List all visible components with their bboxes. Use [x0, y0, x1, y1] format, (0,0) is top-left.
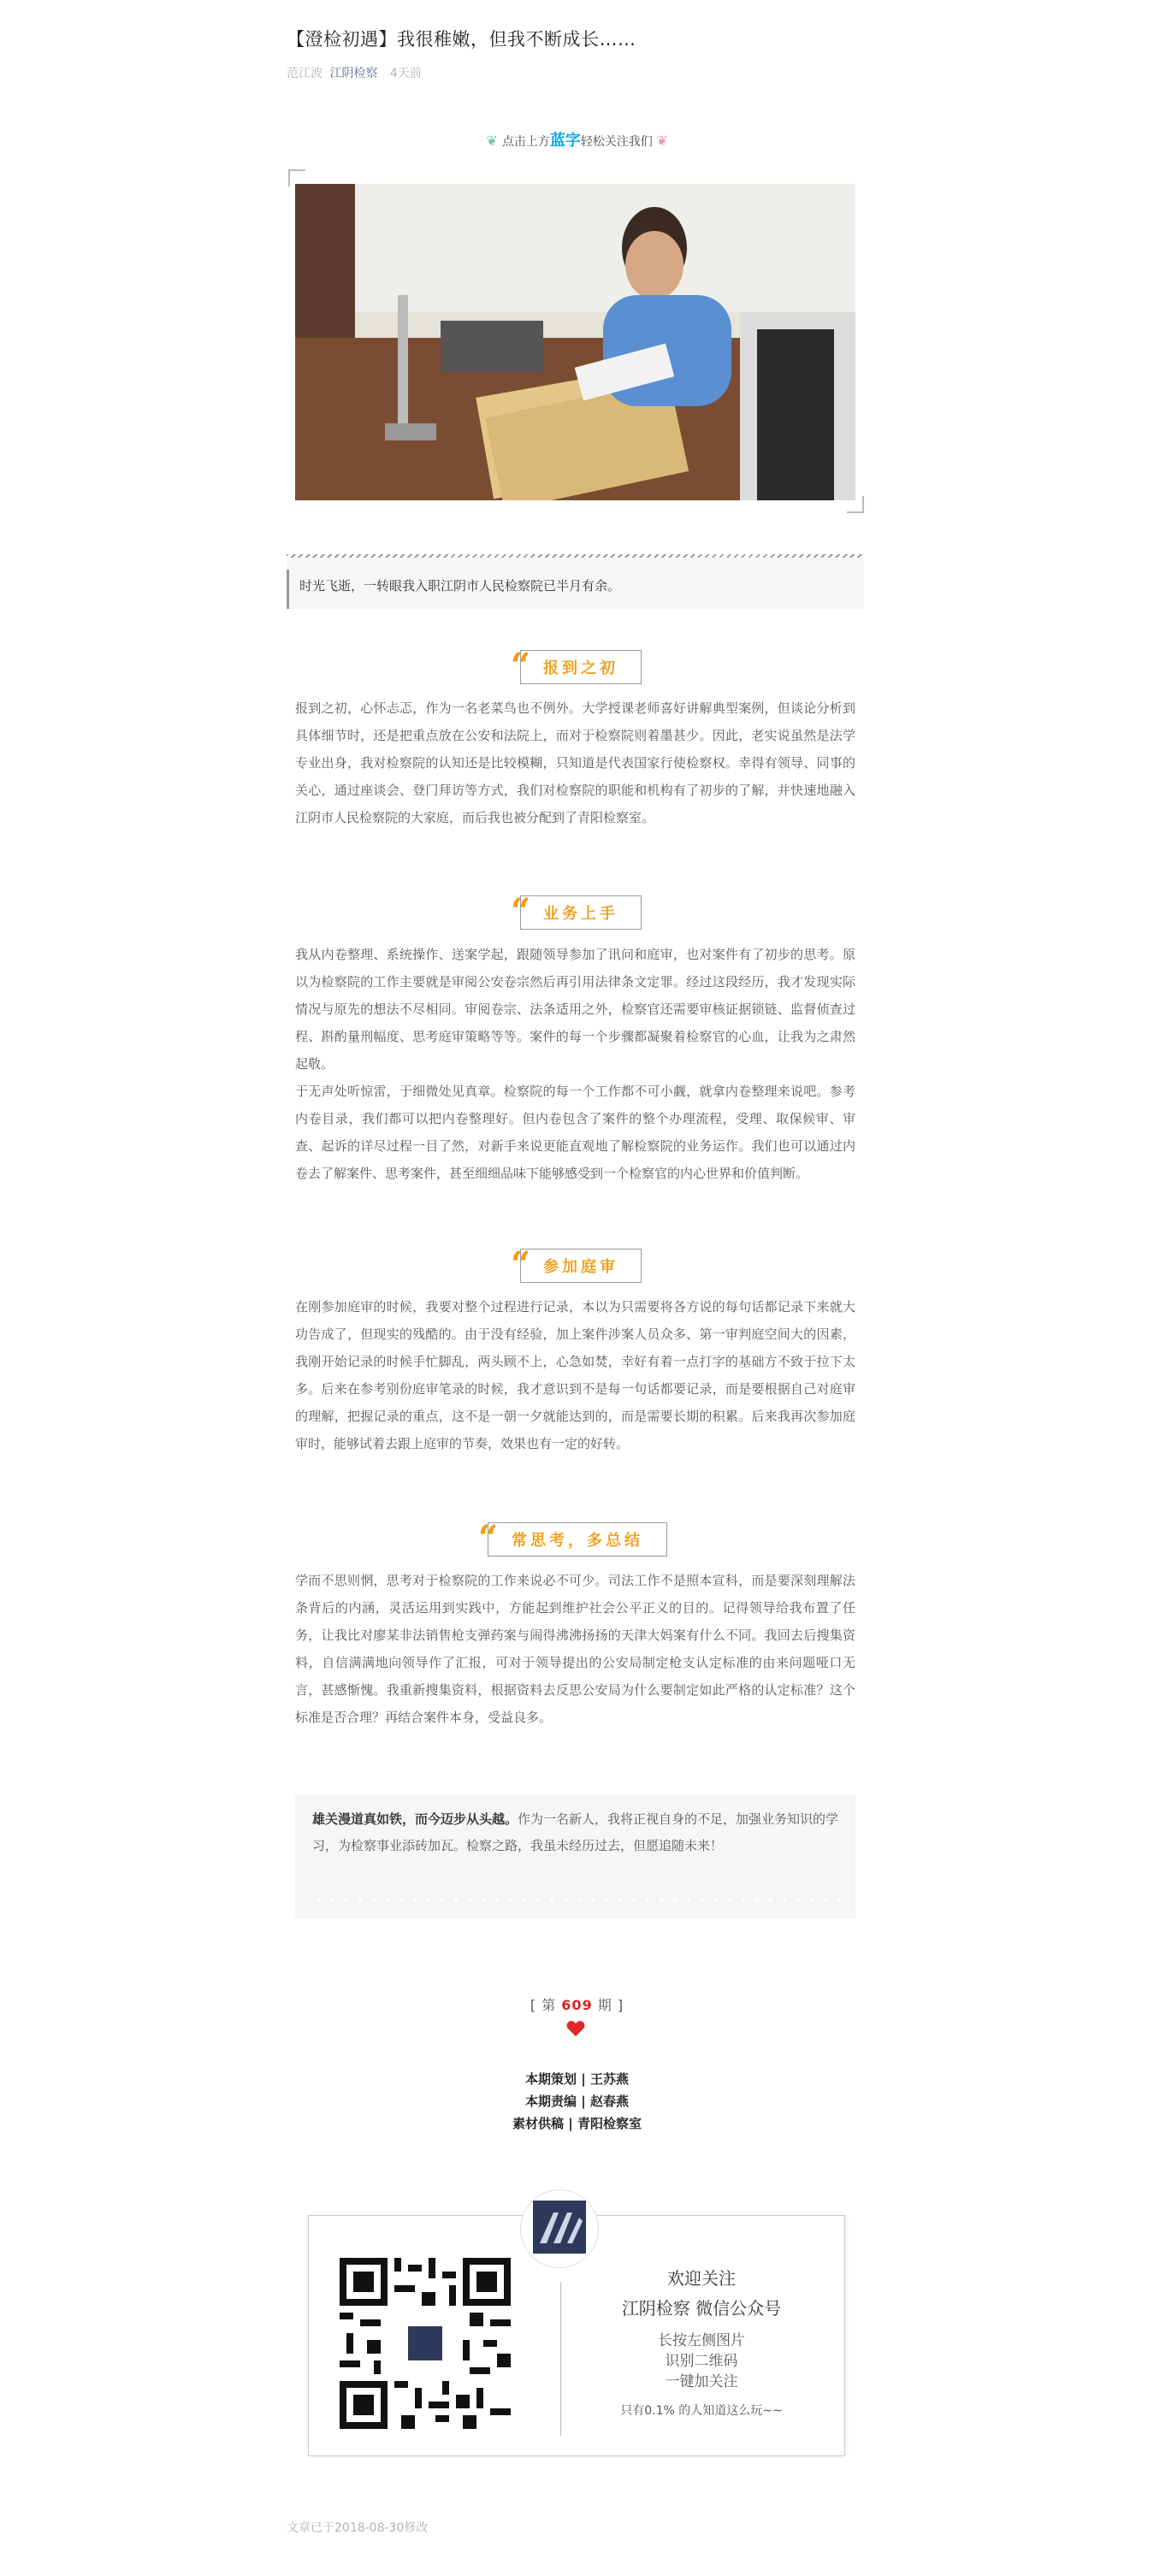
leaf-icon: ❦ [486, 133, 502, 149]
follow-tip-post: 轻松关注我们 [580, 135, 653, 149]
follow-tip [0, 128, 1154, 151]
account-link[interactable]: 江阴检察 [329, 67, 378, 80]
section-paragraph: 在刚参加庭审的时候，我要对整个过程进行记录，本以为只需要将各方说的每句话都记录下来就大功告成了，但现实的残酷的。由于没有经验，加上案件涉案人员众多、第一审判庭空间大的因素，我刚开始记录的时候手忙脚乱，两头顾不上，心急如焚，幸好有着一点打字的基础方不致于拉下太多。后来在参考别份庭审笔录的时候，我才意识到不是每一句话都要记录，而是要根据自己对庭审的理解，把握记录的重点，这不是一朝一夕就能达到的，而是需要长期的积累。后来我再次参加庭审时，能够试着去跟上庭审的节奏，效果也有一定的好转。 [295, 1299, 855, 1451]
heart-icon [566, 2020, 585, 2037]
issue-num: 609 [561, 1997, 593, 2013]
section-title-1 [511, 646, 642, 686]
author-name: 范江波 [287, 67, 323, 80]
issue-pre: [ 第 [530, 1997, 562, 2013]
logo-icon [533, 2201, 586, 2254]
qr-code[interactable] [340, 2258, 511, 2429]
closing-quote-rest: 作为一名新人，我将正视自身的不足，加强业务知识的学习，为检察事业添砖加瓦。检察之路，我虽未经历过去，但愿追随未来！ [312, 1811, 839, 1853]
closing-quote-bold: 雄关漫道真如铁，而今迈步从头越。 [312, 1811, 518, 1827]
section-title-text: 常思考，多总结 [512, 1532, 643, 1550]
section-title-text: 业务上手 [543, 905, 618, 923]
closing-quote-text [312, 1806, 843, 1859]
section-paragraph: 我从内卷整理、系统操作、送案学起，跟随领导参加了讯问和庭审，也对案件有了初步的思考。原以为检察院的工作主要就是审阅公安卷宗然后再引用法律条文定罪。经过这段经历，我才发现实际情况与原先的想法不尽相同。审阅卷宗、法条适用之外，检察官还需要审核证据锁链、监督侦查过程、斟酌量刑幅度、思考庭审策略等等。案件的每一个步骤都凝聚着检察官的心血，让我为之肃然起敬。 [295, 947, 855, 1072]
decorative-dots [312, 1897, 843, 1902]
section-title-text: 报到之初 [543, 659, 618, 677]
follow-tip-pre: 点击上方 [501, 135, 550, 149]
quote-mark-icon: “ [511, 646, 535, 686]
follow-tip-highlight: 蓝字 [549, 132, 581, 150]
publish-time: 4天前 [389, 67, 422, 80]
section-title-text: 参加庭审 [543, 1258, 618, 1276]
card-instruction: 识别二维码 [665, 2353, 738, 2370]
quote-mark-icon: “ [511, 891, 535, 931]
leaf-icon: ❦ [656, 133, 668, 149]
credit-line: 本期策划 | 王苏燕 [525, 2071, 629, 2087]
card-account-name: 江阴检察 微信公众号 [621, 2298, 782, 2319]
section-title-3 [511, 1244, 642, 1285]
card-footnote: 只有0.1% 的人知道这么玩~~ [620, 2404, 783, 2418]
issue-number [0, 1994, 1154, 2014]
section-paragraph: 学而不思则惘，思考对于检察院的工作来说必不可少。司法工作不是照本宣科，而是要深刻理解法条背后的内涵，灵活运用到实践中，方能起到维护社会公平正义的目的。记得领导给我布置了任务，让我比对廖某非法销售枪支弹药案与闹得沸沸扬扬的天津大妈案有什么不同。我回去后搜集资料，自信满满地向领导作了汇报，可对于领导提出的公安局制定枪支认定标准的由来问题哑口无言，甚感惭愧。我重新搜集资料，根据资料去反思公安局为什么要制定如此严格的认定标准？这个标准是否合理？再结合案件本身，受益良多。 [295, 1573, 855, 1725]
issue-post: 期 ] [592, 1997, 624, 2013]
section-title-4 [478, 1518, 667, 1558]
article-photo[interactable] [295, 184, 855, 500]
section-title-2 [511, 891, 642, 931]
edited-note: 文章已于2018-08-30修改 [287, 2521, 429, 2535]
quote-mark-icon: “ [478, 1518, 502, 1558]
card-instruction: 长按左侧图片 [658, 2332, 745, 2349]
article-meta [287, 64, 422, 81]
quote-mark-icon: “ [511, 1244, 535, 1285]
article-title: 【澄检初遇】我很稚嫩，但我不断成长…… [287, 29, 636, 50]
intro-text: 时光飞逝，一转眼我入职江阴市人民检察院已半月有余。 [299, 578, 621, 594]
card-welcome: 欢迎关注 [667, 2268, 736, 2289]
section-paragraph: 报到之初，心怀忐忑，作为一名老菜鸟也不例外。大学授课老师喜好讲解典型案例，但谈论分析到具体细节时，还是把重点放在公安和法院上，而对于检察院则着墨甚少。因此，老实说虽然是法学专业出身，我对检察院的认知还是比较模糊，只知道是代表国家行使检察权。幸得有领导、同事的关心，通过座谈会、登门拜访等方式，我们对检察院的职能和机构有了初步的了解，并快速地融入江阴市人民检察院的大家庭，而后我也被分配到了青阳检察室。 [295, 700, 855, 825]
credit-line: 本期责编 | 赵春燕 [525, 2094, 629, 2109]
section-paragraph: 于无声处听惊雷，于细微处见真章。检察院的每一个工作都不可小觑，就拿内卷整理来说吧。参考内卷目录，我们都可以把内卷整理好。但内卷包含了案件的整个办理流程，受理、取保候审、审查、起诉的详尽过程一目了然，对新手来说更能直观地了解检察院的业务运作。我们也可以通过内卷去了解案件、思考案件，甚至细细品味下能够感受到一个检察官的内心世界和价值判断。 [295, 1084, 855, 1181]
card-instruction: 一键加关注 [665, 2373, 738, 2390]
credit-line: 素材供稿 | 青阳检察室 [512, 2116, 642, 2131]
intro-accent-line [287, 570, 289, 609]
